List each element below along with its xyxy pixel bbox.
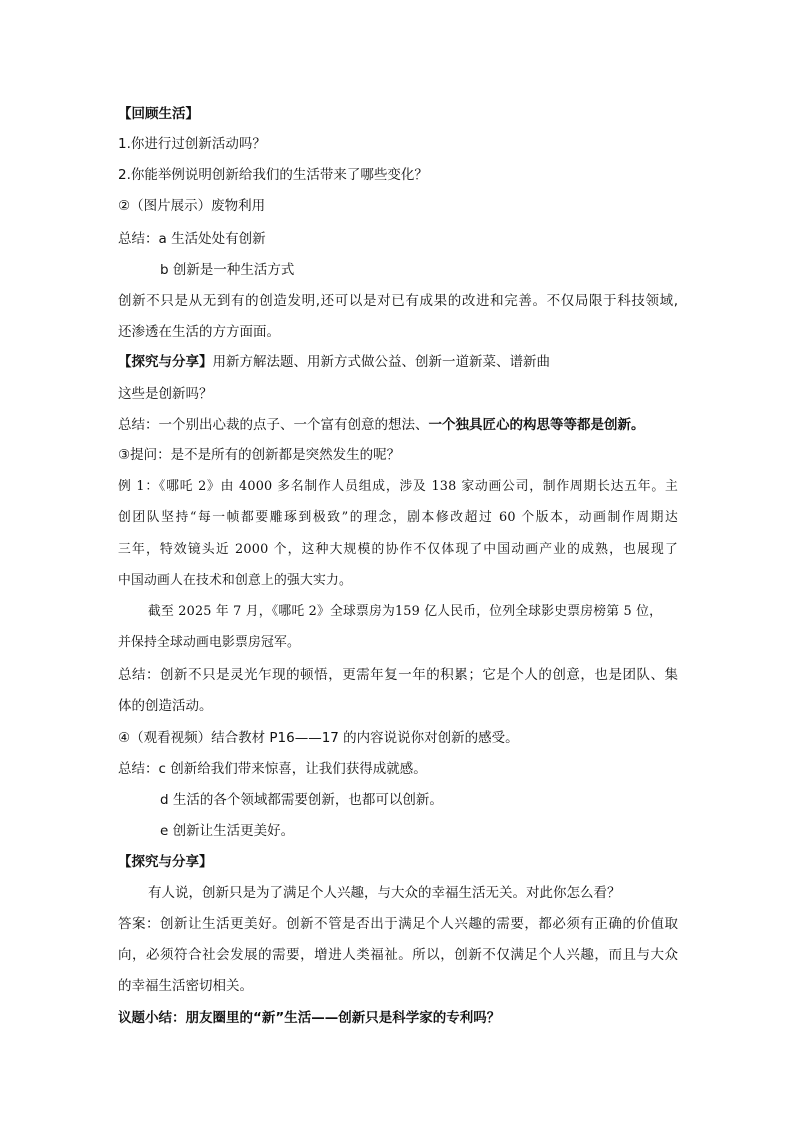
question-1: 1.你进行过创新活动吗？ [118,136,266,152]
example-line: 中国动画人在技术和创意上的强大实力。 [118,573,352,588]
summary-accumulation: 体的创造活动。 [118,698,213,714]
question-2: 2.你能举例说明创新给我们的生活带来了哪些变化？ [118,167,428,183]
section-heading-review: 【回顾生活】 [118,106,199,122]
explore-share-line [118,352,678,372]
summary-plain-text: 总结：一个别出心裁的点子、一个富有创意的想法、 [118,417,429,433]
example-line: 并保持全球动画电影票房冠军。 [118,635,300,650]
summary-b: b 创新是一种生活方式 [160,262,295,278]
paragraph-line: 还渗透在生活的方方面面。 [118,324,280,340]
picture-display-line: ②（图片展示）废物利用 [118,198,266,214]
summary-bold-text: 一个独具匠心的构思等等都是创新。 [428,417,645,433]
example-line: 例 1：《哪吒 2》由 4000 多名制作人员组成，涉及 138 家动画公司，制作周期长达五年。主 [118,479,678,494]
paragraph-line: 创新不只是从无到有的创造发明,还可以是对已有成果的改进和完善。不仅局限于科技领域, [118,293,678,309]
example-line: 创团队坚持“每一帧都要雕琢到极致”的理念，剧本修改超过 60 个版本，动画制作周期达 [118,510,678,525]
example-line: 三年，特效镜头近 2000 个，这种大规模的协作不仅体现了中国动画产业的成熟，也展现了 [118,542,678,557]
section-heading-explore-2: 【探究与分享】 [118,854,213,870]
summary-d: d 生活的各个领域都需要创新，也都可以创新。 [160,792,443,808]
explore-text: 用新方解法题、用新方式做公益、创新一道新菜、谱新曲 [212,354,550,370]
summary-creativity [118,415,678,435]
summary-a: 总结：a 生活处处有创新 [118,231,266,247]
explore2-question: 有人说，创新只是为了满足个人兴趣，与大众的幸福生活无关。对此你怎么看？ [148,885,621,901]
answer-line: 的幸福生活密切相关。 [118,978,253,994]
summary-e: e 创新让生活更美好。 [160,823,295,839]
example-line: 截至 2025 年 7 月，《哪吒 2》全球票房为159 亿人民币，位列全球影史票房榜第 5 位， [148,604,663,619]
summary-c: 总结：c 创新给我们带来惊喜，让我们获得成就感。 [118,761,427,777]
section-heading-explore: 【探究与分享】 [118,354,213,370]
ask-question: ③提问：是不是所有的创新都是突然发生的呢？ [118,447,401,463]
summary-accumulation: 总结：创新不只是灵光乍现的顿悟，更需年复一年的积累；它是个人的创意，也是团队、集 [118,667,678,683]
topic-summary: 议题小结：朋友圈里的“新”生活——创新只是科学家的专利吗？ [118,1010,501,1026]
video-line: ④（观看视频）结合教材 P16——17 的内容说说你对创新的感受。 [118,730,519,746]
answer-line: 答案：创新让生活更美好。创新不管是否出于满足个人兴趣的需要，都必须有正确的价值取 [118,916,678,932]
explore-question: 这些是创新吗？ [118,386,213,402]
answer-line: 向，必须符合社会发展的需要，增进人类福祉。所以，创新不仅满足个人兴趣，而且与大众 [118,947,678,963]
